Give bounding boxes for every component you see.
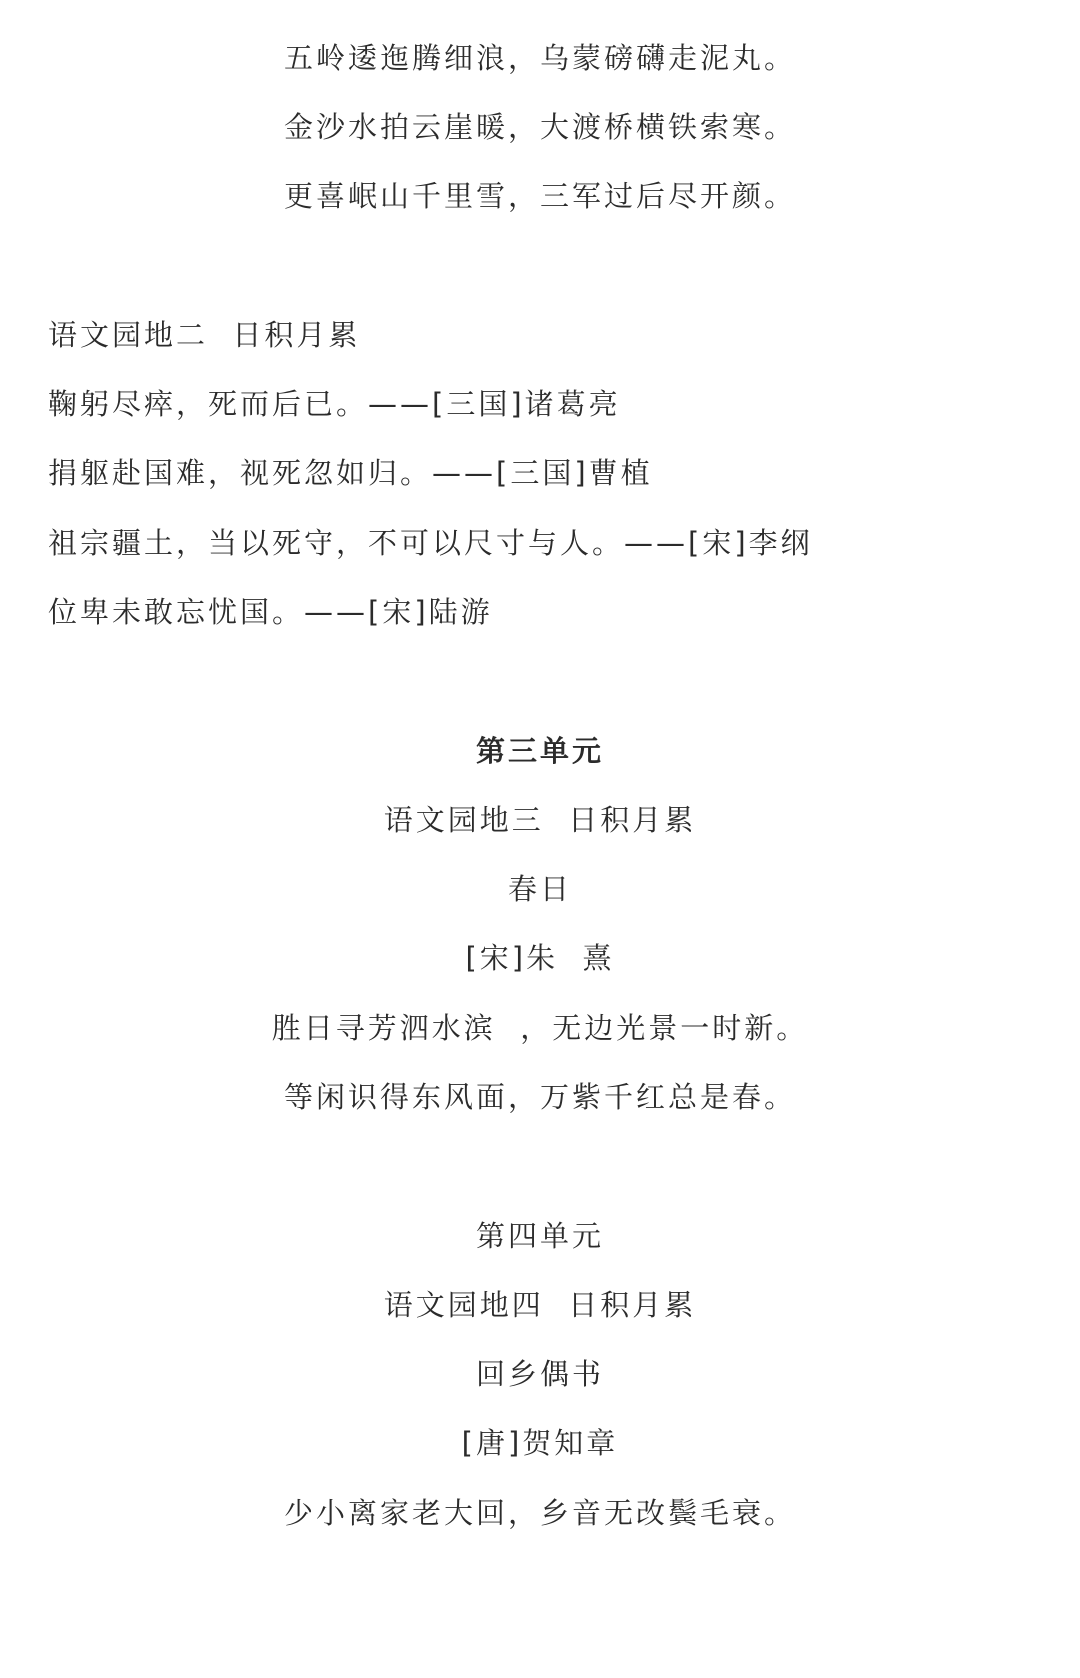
quote-line: 位卑未敢忘忧国。——[宋]陆游 bbox=[48, 595, 493, 629]
poem-line: 胜日寻芳泗水滨 ，无边光景一时新。 bbox=[271, 1011, 809, 1045]
poem-title: 春日 bbox=[507, 872, 572, 906]
quote-line: 祖宗疆土，当以死守，不可以尺寸与人。——[宋]李纲 bbox=[48, 526, 813, 560]
unit-title: 第四单元 bbox=[475, 1219, 604, 1253]
poem-line: 金沙水拍云崖暖，大渡桥横铁索寒。 bbox=[283, 110, 796, 144]
poem-author: [唐]贺知章 bbox=[461, 1426, 619, 1460]
poem-author: [宋]朱 熹 bbox=[465, 941, 615, 975]
poem-line: 等闲识得东风面，万紫千红总是春。 bbox=[283, 1080, 796, 1114]
section-heading: 语文园地二 日积月累 bbox=[48, 318, 361, 352]
poem-title: 回乡偶书 bbox=[475, 1357, 604, 1391]
section-heading: 语文园地三 日积月累 bbox=[383, 803, 697, 837]
poem-line: 五岭逶迤腾细浪，乌蒙磅礴走泥丸。 bbox=[283, 41, 796, 75]
section-heading: 语文园地四 日积月累 bbox=[383, 1288, 697, 1322]
poem-line: 更喜岷山千里雪，三军过后尽开颜。 bbox=[283, 179, 796, 213]
poem-line: 少小离家老大回，乡音无改鬓毛衰。 bbox=[283, 1496, 796, 1530]
unit-title: 第三单元 bbox=[475, 734, 604, 768]
quote-line: 捐躯赴国难，视死忽如归。——[三国]曹植 bbox=[48, 456, 653, 490]
quote-line: 鞠躬尽瘁，死而后已。——[三国]诸葛亮 bbox=[48, 387, 621, 421]
